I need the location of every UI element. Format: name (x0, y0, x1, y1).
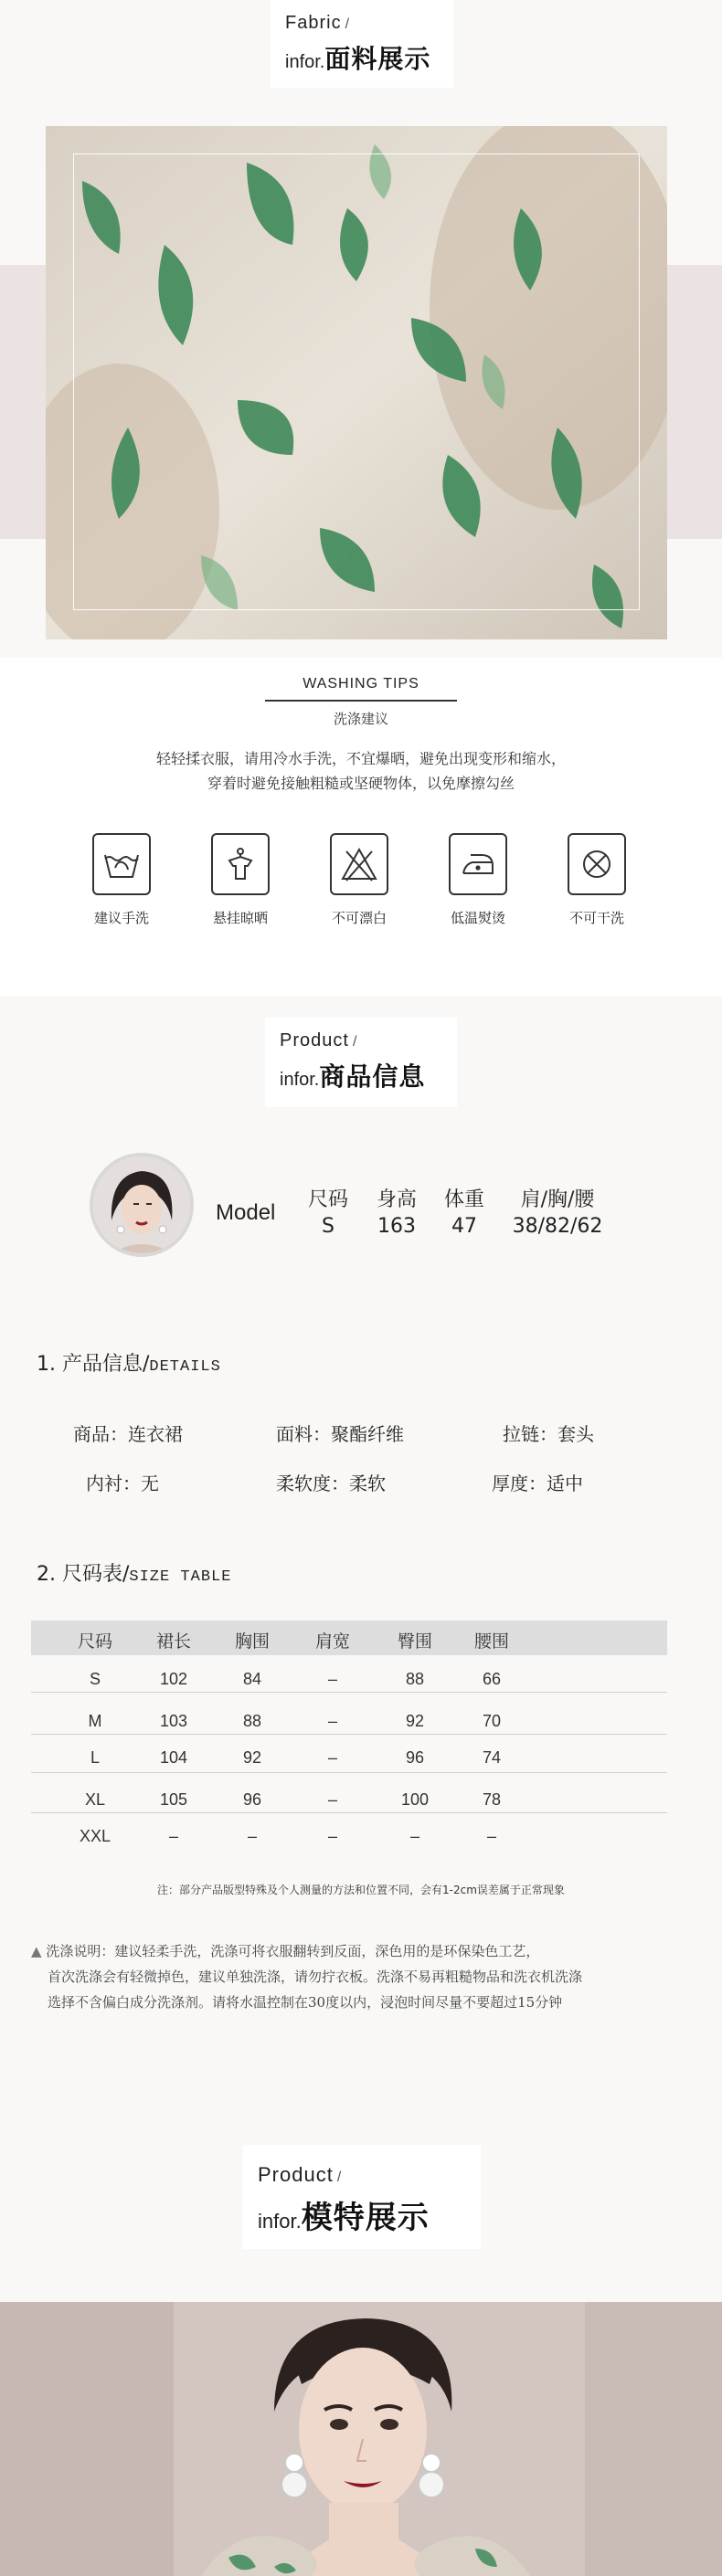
detail-item: 商品：连衣裙 (73, 1423, 183, 1445)
size-table-cell: – (486, 1827, 496, 1845)
details-heading-en: DETAILS (149, 1358, 221, 1376)
wash-description-text: 洗涤说明：建议轻柔手洗，洗涤可将衣服翻转到反面，深色用的是环保染色工艺， (46, 1943, 540, 1959)
size-table-row-divider (31, 1692, 667, 1693)
model-show-heading-small: infor. (258, 2210, 302, 2233)
size-table-cell: 102 (159, 1670, 188, 1688)
size-table-cell: – (247, 1827, 257, 1845)
size-table-cell: – (327, 1712, 337, 1730)
size-table-cell: M (88, 1712, 102, 1730)
size-table-row-divider (31, 1812, 667, 1813)
model-header-height: 身高 (376, 1188, 417, 1211)
size-table-cell: – (409, 1827, 419, 1845)
care-label: 建议手洗 (93, 910, 149, 926)
model-show-section-heading (243, 2145, 481, 2249)
size-table-cell: 92 (242, 1748, 262, 1767)
size-table-heading-cn: 2. 尺码表/ (37, 1563, 130, 1586)
no-bleach-icon (330, 833, 388, 895)
size-table-heading (37, 1558, 231, 1587)
size-table-column-header: 臀围 (397, 1631, 432, 1652)
detail-item: 拉链：套头 (503, 1423, 594, 1445)
no-dry-clean-icon (568, 833, 626, 895)
fabric-heading-title: 面料展示 (324, 44, 431, 74)
low-iron-icon (449, 833, 507, 895)
model-header-weight: 体重 (443, 1188, 484, 1211)
fabric-image-frame (73, 153, 640, 610)
size-table-heading-en: SIZE TABLE (129, 1568, 232, 1586)
size-table-cell: 74 (482, 1748, 502, 1767)
size-table-column-header: 裙长 (155, 1631, 191, 1652)
size-table-cell: 66 (482, 1670, 502, 1688)
fabric-heading-small: infor. (285, 52, 325, 72)
product-heading-title: 商品信息 (319, 1061, 426, 1092)
size-table-row-divider (31, 1734, 667, 1735)
size-table-cell: 104 (159, 1748, 188, 1767)
product-heading-small: infor. (280, 1070, 320, 1090)
size-table-cell: XXL (79, 1827, 111, 1845)
washing-tips-title: WASHING TIPS (303, 676, 419, 692)
size-table-column-header: 肩宽 (314, 1631, 350, 1652)
size-table-cell: 103 (159, 1712, 188, 1730)
size-table-cell: S (89, 1670, 101, 1688)
washing-tips-line-1: 轻轻揉衣服，请用冷水手洗，不宜爆晒，避免出现变形和缩水， (155, 750, 566, 767)
size-table-column-header: 尺码 (77, 1631, 112, 1652)
model-value-height: 163 (377, 1215, 416, 1238)
size-table-cell: – (327, 1827, 337, 1845)
heading-slash: / (336, 2170, 343, 2185)
wash-description-line: 首次洗涤会有轻微掉色，建议单独洗涤，请勿拧衣板。洗涤不易再粗糙物品和洗衣机洗涤 (48, 1969, 583, 1985)
model-value-weight: 47 (451, 1215, 477, 1238)
size-table-cell: 100 (400, 1790, 430, 1809)
detail-item: 内衬：无 (86, 1473, 159, 1494)
size-table-column-header: 胸围 (234, 1631, 270, 1652)
care-item-low-iron (432, 833, 524, 927)
size-table-column-header: 腰围 (473, 1631, 509, 1652)
wash-description-line: 选择不含偏白成分洗涤剂。请将水温控制在30度以内，浸泡时间尽量不要超过15分钟 (48, 1994, 563, 2011)
model-show-heading-en: Product (258, 2163, 334, 2186)
model-show-heading-title: 模特展示 (301, 2200, 430, 2236)
size-table-cell: XL (84, 1790, 106, 1809)
size-table-cell: 105 (159, 1790, 188, 1809)
size-table-cell: – (327, 1670, 337, 1688)
model-label: Model (216, 1200, 276, 1225)
size-table-row-divider (31, 1772, 667, 1773)
size-table-cell: – (168, 1827, 178, 1845)
care-label: 不可干洗 (568, 910, 624, 926)
washing-tips-line-2: 穿着时避免接触粗糙或坚硬物体，以免摩擦勾丝 (207, 775, 515, 792)
details-heading (37, 1348, 221, 1377)
model-value-measurements: 38/82/62 (512, 1215, 603, 1238)
fabric-section-heading (271, 0, 453, 88)
hang-dry-icon (211, 833, 270, 895)
detail-item: 柔软度：柔软 (276, 1473, 386, 1494)
care-item-hand-wash (76, 833, 167, 927)
triangle-icon: ▲ (31, 1943, 42, 1959)
size-table-cell: 88 (405, 1670, 425, 1688)
size-table-cell: 70 (482, 1712, 502, 1730)
size-table-cell: L (90, 1748, 100, 1767)
size-table-cell: 78 (482, 1790, 502, 1809)
fabric-heading-en: Fabric (285, 13, 342, 33)
care-label: 低温熨烫 (450, 910, 505, 926)
care-label: 不可漂白 (331, 910, 387, 926)
size-table-note: 注：部分产品版型特殊及个人测量的方法和位置不同，会有1-2cm误差属于正常现象 (157, 1884, 565, 1896)
size-table-cell: 84 (242, 1670, 262, 1688)
care-item-no-bleach (313, 833, 405, 927)
product-heading-en: Product (280, 1030, 349, 1050)
size-table-cell: 96 (242, 1790, 262, 1809)
model-header-size: 尺码 (307, 1188, 348, 1211)
washing-tips-divider (265, 700, 457, 702)
hand-wash-icon (92, 833, 151, 895)
washing-tips-subtitle: 洗涤建议 (333, 711, 388, 727)
care-label: 悬挂晾晒 (212, 910, 268, 926)
size-table-cell: – (327, 1790, 337, 1809)
size-table-cell: 88 (242, 1712, 262, 1730)
size-table-cell: 96 (405, 1748, 425, 1767)
wash-description-line (31, 1938, 689, 1964)
detail-item: 厚度：适中 (492, 1473, 583, 1494)
care-item-hang-dry (195, 833, 286, 927)
heading-slash: / (352, 1034, 358, 1050)
heading-slash: / (345, 16, 351, 32)
details-heading-cn: 1. 产品信息/ (37, 1353, 150, 1376)
size-table-cell: – (327, 1748, 337, 1767)
detail-item: 面料：聚酯纤维 (276, 1423, 404, 1445)
model-photo (0, 2302, 722, 2576)
product-section-heading (265, 1018, 457, 1107)
care-item-no-dry-clean (551, 833, 642, 927)
wash-description (31, 1938, 689, 2015)
model-header-measurements: 肩/胸/腰 (520, 1188, 595, 1211)
model-value-size: S (322, 1215, 334, 1238)
model-avatar (90, 1153, 194, 1257)
size-table-cell: 92 (405, 1712, 425, 1730)
